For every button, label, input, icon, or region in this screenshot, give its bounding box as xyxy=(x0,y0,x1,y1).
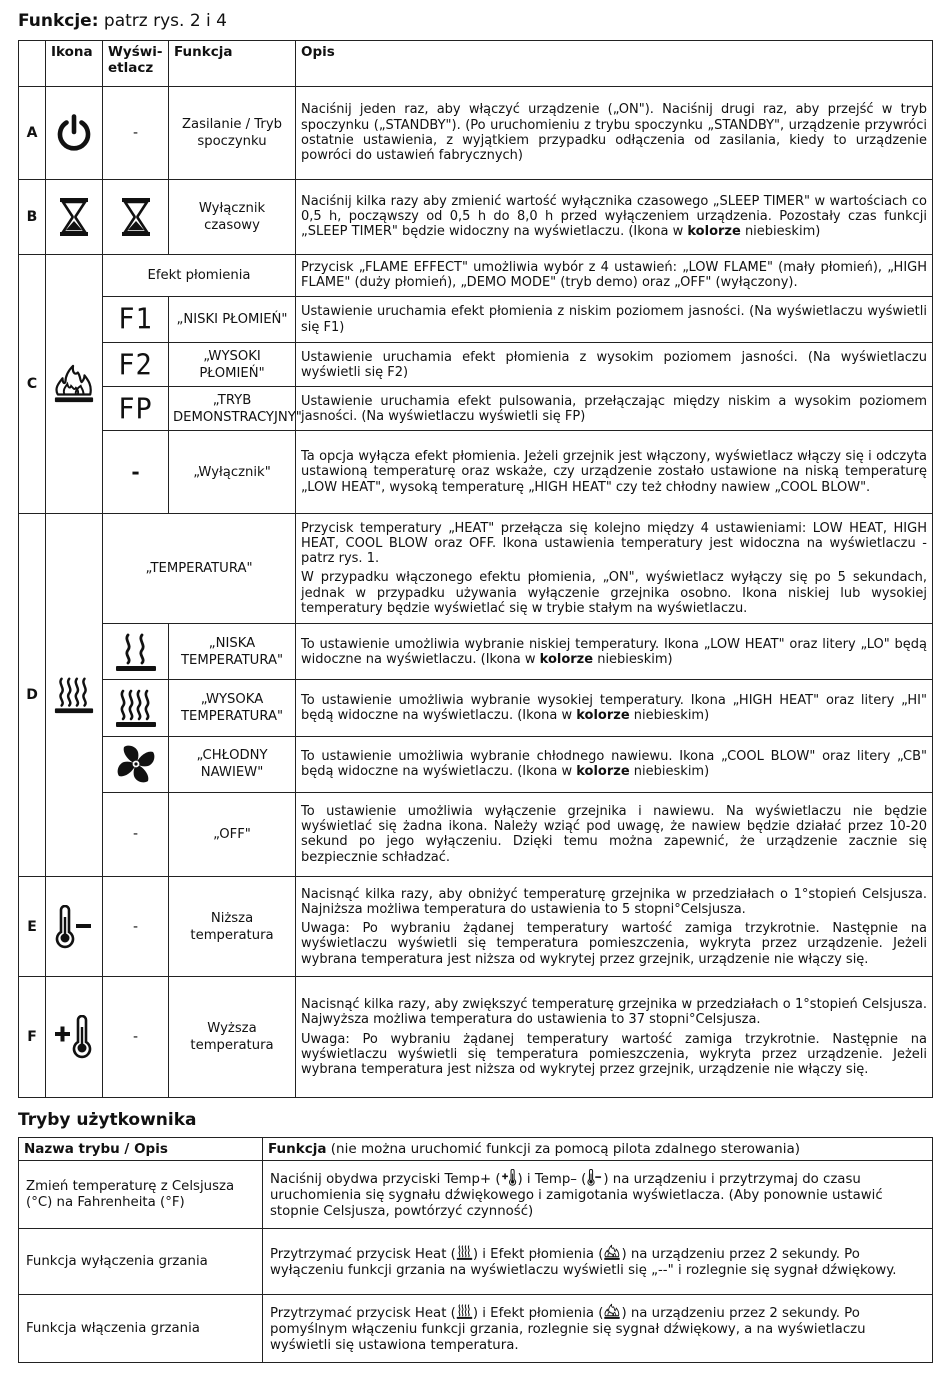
row-c xyxy=(19,254,933,296)
display-value: F1 xyxy=(103,295,169,343)
row-b xyxy=(19,179,933,254)
function-description: Ustawienie uruchamia efekt pulsowania, przełączając między niskim a wysokim poziomem jasności. (Na wyświetlaczu wyświetli się FP) xyxy=(296,387,933,431)
function-description: Przycisk „FLAME EFFECT" umożliwia wybór z 4 ustawień: „LOW FLAME" (mały płomień), „HIGH FLAME" (duży płomień), „DEMO MODE" (tryb demo) oraz „OFF" (wyłączony). xyxy=(296,254,933,296)
function-name: „CHŁODNY NAWIEW" xyxy=(169,736,296,792)
section-title-functions: Funkcje: patrz rys. 2 i 4 xyxy=(18,11,227,31)
mode-name: Funkcja włączenia grzania xyxy=(19,1295,263,1363)
table-row xyxy=(19,1161,933,1229)
row-d-sub xyxy=(19,792,933,876)
fan-icon xyxy=(114,742,158,786)
display-value: - xyxy=(103,431,169,513)
header-mode-function: Funkcja (nie można uruchomić funkcji za pomocą pilota zdalnego sterowania) xyxy=(263,1138,933,1161)
function-name: Efekt płomienia xyxy=(103,254,296,296)
mode-function: Przytrzymać przycisk Heat ( ) i Efekt płomienia ( ) na urządzeniu przez 2 sekundy. Po wyłączeniu funkcji grzania na wyświetlaczu wyświetli się „--" i rozlegnie się sygnał dźwiękowy. xyxy=(263,1229,933,1295)
row-a xyxy=(19,87,933,179)
hourglass-icon xyxy=(59,197,89,237)
user-modes-table xyxy=(18,1137,933,1363)
row-letter: E xyxy=(19,877,46,977)
heat-icon xyxy=(456,1244,473,1261)
function-description: To ustawienie umożliwia wybranie wysokiej temperatury. Ikona „HIGH HEAT" oraz litery „HI" będą widoczne na wyświetlaczu. (Ikona w kolorze niebieskim) xyxy=(296,680,933,736)
row-letter: B xyxy=(19,179,46,254)
function-description: Ustawienie uruchamia efekt płomienia z wysokim poziomem jasności. (Na wyświetlaczu wyświetli się F2) xyxy=(296,343,933,387)
function-description: To ustawienie umożliwia wybranie niskiej temperatury. Ikona „LOW HEAT" oraz litery „LO" będą widoczne na wyświetlaczu. (Ikona w kolorze niebieskim) xyxy=(296,624,933,680)
table-row xyxy=(19,1295,933,1363)
header-description: Opis xyxy=(296,41,933,87)
function-name: Zasilanie / Tryb spoczynku xyxy=(169,87,296,179)
flame-icon xyxy=(603,1244,621,1261)
header-display: Wyświ-etlacz xyxy=(103,41,169,87)
heat-icon xyxy=(53,674,95,716)
row-letter: A xyxy=(19,87,46,179)
table-header-row xyxy=(19,1138,933,1161)
row-d-sub xyxy=(19,624,933,680)
row-letter: D xyxy=(19,513,46,876)
flame-icon xyxy=(52,363,96,405)
row-d xyxy=(19,513,933,623)
display-value: - xyxy=(103,977,169,1098)
function-name: „TRYB DEMONSTRACYJNY" xyxy=(169,387,296,431)
function-description: Ta opcja wyłącza efekt płomienia. Jeżeli grzejnik jest włączony, wyświetlacz włączy się i odczyta ustawioną temperaturę oraz wskaże, czy urządzenie zostało ustawione na niską temperaturę „LOW HEAT", wysoką temperaturę „HIGH HEAT" czy też chłodny nawiew „COOL BLOW". xyxy=(296,431,933,513)
display-value: - xyxy=(103,87,169,179)
mode-name: Zmień temperaturę z Celsjusza (°C) na Fahrenheita (°F) xyxy=(19,1161,263,1229)
display-value: FP xyxy=(103,386,169,432)
temp-plus-icon xyxy=(54,1015,94,1059)
flame-icon xyxy=(603,1303,621,1320)
function-name: „WYSOKA TEMPERATURA" xyxy=(169,680,296,736)
function-description: Nacisnąć kilka razy, aby obniżyć temperaturę grzejnika w przedziałach o 1°stopień Celsjusza. Najniższa możliwa temperatura do ustawienia to 5 stopni°Celsjusza. Uwaga: Po wybraniu żądanej temperatury wartość zamiga trzykrotnie. Następnie na wyświetlaczu wyświetli się temperatura pomieszczenia, wykryta przez urządzenie. Jeżeli wybrana temperatura jest niższa od wykrytej przez grzejnik, urządzenie nie włączy się. xyxy=(296,877,933,977)
function-name: Niższa temperatura xyxy=(169,877,296,977)
function-description: To ustawienie umożliwia wybranie chłodnego nawiewu. Ikona „COOL BLOW" oraz litery „CB" będą widoczne na wyświetlaczu. (Ikona w kolorze niebieskim) xyxy=(296,736,933,792)
low-heat-icon xyxy=(114,630,158,674)
power-icon xyxy=(54,113,94,153)
functions-table xyxy=(18,40,933,1098)
high-heat-icon xyxy=(114,686,158,730)
row-e xyxy=(19,877,933,977)
function-name: „OFF" xyxy=(169,792,296,876)
row-letter: C xyxy=(19,254,46,513)
function-name: „NISKI PŁOMIEŃ" xyxy=(169,296,296,342)
heat-icon xyxy=(456,1303,473,1320)
function-name: „NISKA TEMPERATURA" xyxy=(169,624,296,680)
row-f xyxy=(19,977,933,1098)
row-d-sub xyxy=(19,736,933,792)
function-description: Przycisk temperatury „HEAT" przełącza się kolejno między 4 ustawieniami: LOW HEAT, HIGH HEAT, COOL BLOW oraz OFF. Ikona ustawienia temperatury jest widoczna na wyświetlaczu - patrz rys. 1. W przypadku włączonego efektu płomienia, „ON", wyświetlacz wyłączy się po 5 sekundach, jednak w przypadku używania wyłączenie grzejnika osobno. Ikona niskiej lub wysokiej temperatury będzie wyświetlać się w trybie stałym na wyświetlaczu. xyxy=(296,513,933,623)
function-name: „WYSOKI PŁOMIEŃ" xyxy=(169,343,296,387)
header-letter xyxy=(19,41,46,87)
header-mode-name: Nazwa trybu / Opis xyxy=(19,1138,263,1161)
function-name: Wyższa temperatura xyxy=(169,977,296,1098)
function-name: „TEMPERATURA" xyxy=(103,513,296,623)
row-c-sub xyxy=(19,387,933,431)
display-value: - xyxy=(103,792,169,876)
row-letter: F xyxy=(19,977,46,1098)
section-title-user-modes: Tryby użytkownika xyxy=(18,1110,197,1130)
function-description: Ustawienie uruchamia efekt płomienia z niskim poziomem jasności. (Na wyświetlaczu wyświetli się F1) xyxy=(296,296,933,342)
function-description: To ustawienie umożliwia wyłączenie grzejnika i nawiewu. Na wyświetlaczu nie będzie wyświetlać się żadna ikona. Należy wziąć pod uwagę, że nawiew będzie działać przez 10-20 sekund po jego wyłączeniu. Dzięki temu można zapewnić, że urządzenie zacznie się bezpiecznie schładzać. xyxy=(296,792,933,876)
display-value: - xyxy=(103,877,169,977)
temp-plus-icon xyxy=(501,1169,518,1186)
temp-minus-icon xyxy=(54,905,94,949)
hourglass-display-icon xyxy=(121,197,151,237)
table-header-row xyxy=(19,41,933,87)
function-name: „Wyłącznik" xyxy=(169,431,296,513)
row-c-sub xyxy=(19,431,933,513)
function-description: Naciśnij kilka razy aby zmienić wartość wyłącznika czasowego „SLEEP TIMER" w wartościach co 0,5 h, począwszy od 0,5 h do 8,0 h przed wyłączeniem urządzenia. Pozostały czas funkcji „SLEEP TIMER" będzie widoczny na wyświetlaczu. (Ikona w kolorze niebieskim) xyxy=(296,179,933,254)
row-d-sub xyxy=(19,680,933,736)
display-value: F2 xyxy=(103,342,169,388)
table-row xyxy=(19,1229,933,1295)
mode-function: Naciśnij obydwa przyciski Temp+ ( ) i Temp– ( ) na urządzeniu i przytrzymaj do czasu uruchomienia się sygnału dźwiękowego i zamigotania wyświetlacza. (Aby ponownie ustawić stopnie Celsjusza, powtórzyć czynność) xyxy=(263,1161,933,1229)
function-description: Naciśnij jeden raz, aby włączyć urządzenie („ON"). Naciśnij drugi raz, aby przejść w tryb spoczynku („STANDBY"). (Po uruchomieniu z trybu spoczynku „STANDBY", urządzenie przywróci ostatnie ustawienia, z wyjątkiem przypadku odłączenia od zasilania, kiedy to urządzenie powróci do ustawień fabrycznych) xyxy=(296,87,933,179)
function-name: Wyłącznik czasowy xyxy=(169,179,296,254)
row-c-sub xyxy=(19,296,933,342)
row-c-sub xyxy=(19,343,933,387)
mode-function: Przytrzymać przycisk Heat ( ) i Efekt płomienia ( ) na urządzeniu przez 2 sekundy. Po pomyślnym włączeniu funkcji grzania, rozlegnie się sygnał dźwiękowy, a na wyświetlaczu wyświetli się ustawiona temperatura. xyxy=(263,1295,933,1363)
temp-minus-icon xyxy=(586,1169,603,1186)
header-icon: Ikona xyxy=(46,41,103,87)
function-description: Nacisnąć kilka razy, aby zwiększyć temperaturę grzejnika w przedziałach o 1°stopień Celsjusza. Najwyższa możliwa temperatura do ustawienia to 37 stopni°Celsjusza. Uwaga: Po wybraniu żądanej temperatury wartość zamiga trzykrotnie. Następnie na wyświetlaczu wyświetli się temperatura pomieszczenia, wykryta przez urządzenie. Jeżeli wybrana temperatura jest niższa od wykrytej przez grzejnik, urządzenie nie włączy się. xyxy=(296,977,933,1098)
header-function: Funkcja xyxy=(169,41,296,87)
mode-name: Funkcja wyłączenia grzania xyxy=(19,1229,263,1295)
